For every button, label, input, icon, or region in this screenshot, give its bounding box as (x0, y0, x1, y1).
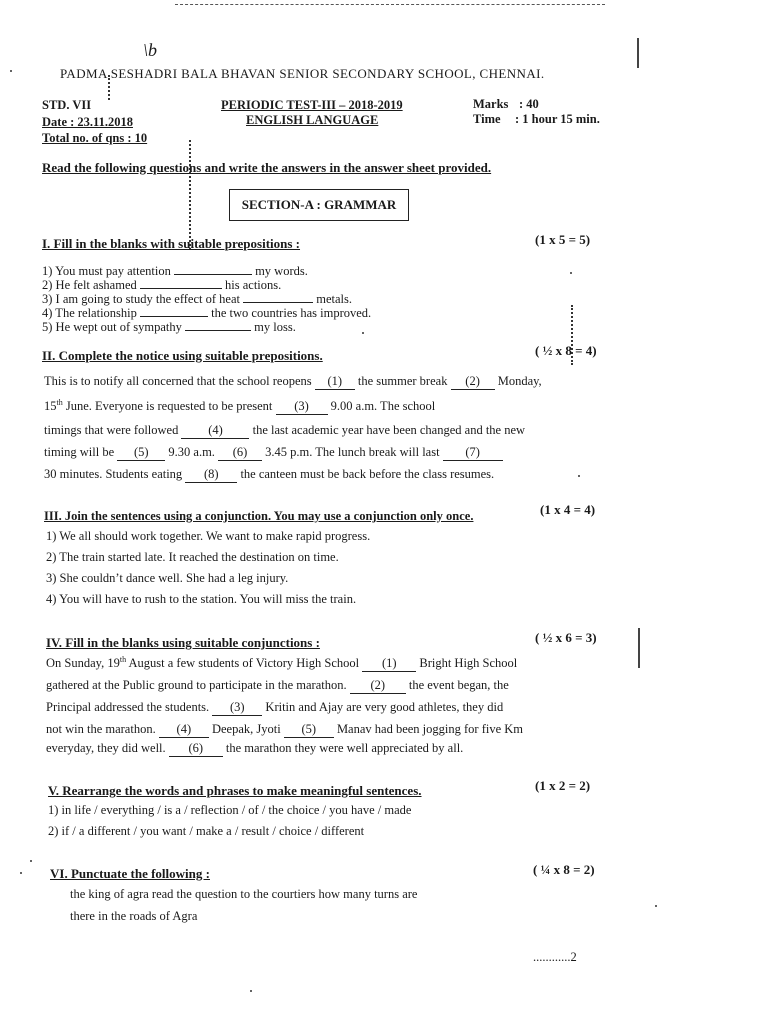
q2-line (44, 398, 435, 415)
q2-line (44, 467, 494, 483)
school-name: PADMA SESHADRI BALA BHAVAN SENIOR SECONDARY SCHOOL, CHENNAI. (60, 66, 545, 81)
slot-number: (6) (188, 741, 204, 755)
q4-line (46, 678, 509, 694)
q2-text: timings that were followed (44, 423, 179, 437)
q1-item-text-end: my loss. (254, 320, 296, 334)
scan-edge-mark-top (637, 38, 639, 68)
std-label: STD. VII (42, 98, 92, 112)
marks-value: : 40 (519, 97, 539, 111)
subject-name: ENGLISH LANGUAGE (246, 113, 379, 127)
slot-number: (5) (301, 722, 317, 736)
q4-line (46, 655, 517, 672)
slot-number: (2) (370, 678, 386, 692)
slot-number: (2) (465, 374, 480, 388)
q2-text: 3.45 p.m. The lunch break will last (265, 445, 440, 459)
slot-number: (3) (230, 700, 245, 714)
q4-superscript: th (119, 655, 127, 664)
q2-marks: ( ½ x 8 = 4) (535, 343, 597, 358)
q2-text: the summer break (357, 374, 448, 388)
q1-marks: (1 x 5 = 5) (535, 232, 591, 247)
q2-superscript: th (56, 398, 63, 407)
q3-item: 2) The train started late. It reached the destination on time. (46, 550, 339, 564)
q3-marks: (1 x 4 = 4) (540, 502, 596, 517)
scan-top-line (175, 4, 605, 5)
q4-text: not win the marathon. (46, 722, 156, 736)
q3-title-text: III. Join the sentences using a conjunction. You may use a conjunction only once. (44, 509, 474, 523)
answer-slot (212, 700, 262, 716)
answer-slot (315, 374, 355, 390)
q3-item: 3) She couldn’t dance well. She had a leg injury. (46, 571, 289, 585)
q1-item-text-end: his actions. (225, 278, 282, 292)
slot-number: (7) (465, 445, 480, 459)
q1-item (42, 306, 371, 321)
slot-number: (5) (133, 445, 149, 459)
q1-item-text: 5) He wept out of sympathy (42, 320, 182, 334)
q2-text: timing will be (44, 445, 115, 459)
q5-item: 2) if / a different / you want / make a / result / choice / different (48, 824, 365, 838)
q1-item (42, 264, 308, 279)
q3-item: 4) You will have to rush to the station. You will miss the train. (46, 592, 357, 606)
answer-blank (174, 264, 252, 275)
q4-line (46, 700, 503, 716)
q2-text: This is to notify all concerned that the school reopens (44, 374, 312, 388)
q6-line: there in the roads of Agra (70, 909, 198, 923)
scan-speck (655, 905, 657, 907)
slot-number: (1) (327, 374, 343, 388)
q3-title (44, 509, 473, 524)
scan-speck (570, 272, 572, 274)
q2-text: the canteen must be back before the class resumes. (240, 467, 495, 481)
q4-text: Manav had been jogging for five Km (336, 722, 523, 736)
exam-date: Date : 23.11.2018 (42, 115, 133, 129)
slot-number: (6) (232, 445, 248, 459)
slot-number: (1) (381, 656, 397, 671)
q6-title (50, 866, 210, 882)
q1-item-text-end: metals. (316, 292, 352, 306)
q2-text: 9.00 a.m. The school (330, 399, 436, 414)
scan-edge-mark-middle (638, 628, 640, 668)
q2-title (42, 348, 323, 364)
answer-slot (185, 467, 237, 483)
slot-number: (4) (208, 423, 223, 437)
handwritten-mark: \b (143, 40, 158, 60)
answer-slot (443, 445, 503, 461)
time-label: Time (473, 112, 501, 126)
q4-text: gathered at the Public ground to participate in the marathon. (46, 678, 347, 692)
q4-text: the event began, the (408, 678, 509, 692)
q4-text: Bright High School (419, 656, 518, 671)
q5-title (48, 783, 422, 799)
answer-slot (181, 423, 249, 439)
instruction: Read the following questions and write the answers in the answer sheet provided. (42, 160, 492, 175)
answer-slot (350, 678, 406, 694)
q3-item: 1) We all should work together. We want to make rapid progress. (46, 529, 371, 543)
q4-title (46, 635, 320, 651)
q1-item (42, 320, 296, 335)
marks-label: Marks (473, 97, 509, 111)
q4-text: August a few students of Victory High School (126, 656, 360, 671)
q1-item-text-end: my words. (255, 264, 308, 278)
q2-text: 15 (44, 399, 57, 414)
q4-text: Principal addressed the students. (46, 700, 210, 714)
q4-title-text: IV. Fill in the blanks using suitable conjunctions : (46, 635, 320, 650)
q4-text: Kritin and Ajay are very good athletes, they did (265, 700, 504, 714)
q2-text: Monday, (497, 374, 542, 388)
q1-title (42, 236, 300, 252)
q2-text: June. Everyone is requested to be present (62, 399, 273, 414)
answer-blank (243, 292, 313, 303)
answer-blank (185, 320, 251, 331)
scan-speck (30, 860, 32, 862)
section-title: SECTION-A : GRAMMAR (241, 197, 397, 212)
q6-title-text: VI. Punctuate the following : (50, 866, 210, 881)
q2-text: 30 minutes. Students eating (44, 467, 183, 481)
answer-slot (117, 445, 165, 461)
q4-marks: ( ½ x 6 = 3) (535, 630, 597, 645)
q4-text: On Sunday, 19 (46, 656, 120, 671)
answer-slot (276, 399, 328, 415)
answer-slot (284, 722, 334, 738)
q1-item-text: 1) You must pay attention (42, 264, 171, 278)
q2-line (44, 374, 542, 390)
section-title-box (229, 189, 409, 221)
q2-text: the last academic year have been changed and the new (252, 423, 526, 437)
q2-line (44, 445, 503, 461)
q4-text: everyday, they did well. (46, 741, 166, 755)
scan-speck (362, 332, 364, 334)
q5-item: 1) in life / everything / is a / reflection / of / the choice / you have / made (48, 803, 412, 817)
q5-title-text: V. Rearrange the words and phrases to make meaningful sentences. (48, 783, 422, 798)
slot-number: (8) (204, 467, 219, 481)
test-title: PERIODIC TEST-III – 2018-2019 (221, 98, 403, 112)
answer-slot (451, 374, 495, 390)
q6-marks: ( ¼ x 8 = 2) (533, 862, 595, 877)
q4-text: the marathon they were well appreciated by all. (225, 741, 464, 755)
q4-text: Deepak, Jyoti (211, 722, 281, 736)
answer-slot (362, 656, 416, 672)
q1-item (42, 292, 352, 307)
q2-title-text: II. Complete the notice using suitable prepositions. (42, 348, 323, 363)
q2-line (44, 423, 525, 439)
scan-fold-dots (189, 140, 191, 250)
q1-item-text: 3) I am going to study the effect of heat (42, 292, 240, 306)
q5-marks: (1 x 2 = 2) (535, 778, 591, 793)
scan-speck (250, 990, 252, 992)
answer-slot (218, 445, 262, 461)
q6-line: the king of agra read the question to the courtiers how many turns are (70, 887, 418, 901)
scan-speck (578, 475, 580, 477)
answer-blank (140, 278, 222, 289)
q1-item-text: 4) The relationship (42, 306, 137, 320)
slot-number: (4) (176, 722, 192, 736)
scan-speck (10, 70, 12, 72)
answer-slot (169, 741, 223, 757)
answer-blank (140, 306, 208, 317)
slot-number: (3) (294, 399, 309, 414)
page-continued: ............2 (533, 950, 577, 964)
q2-text: 9.30 a.m. (168, 445, 215, 459)
q1-item-text: 2) He felt ashamed (42, 278, 137, 292)
q1-item (42, 278, 281, 293)
q4-line (46, 722, 523, 738)
q1-title-text: I. Fill in the blanks with suitable prepositions : (42, 236, 301, 251)
total-questions: Total no. of qns : 10 (42, 131, 148, 145)
q1-item-text-end: the two countries has improved. (211, 306, 372, 320)
q4-line (46, 741, 463, 757)
time-value: : 1 hour 15 min. (515, 112, 600, 126)
scan-speck (20, 872, 22, 874)
answer-slot (159, 722, 209, 738)
